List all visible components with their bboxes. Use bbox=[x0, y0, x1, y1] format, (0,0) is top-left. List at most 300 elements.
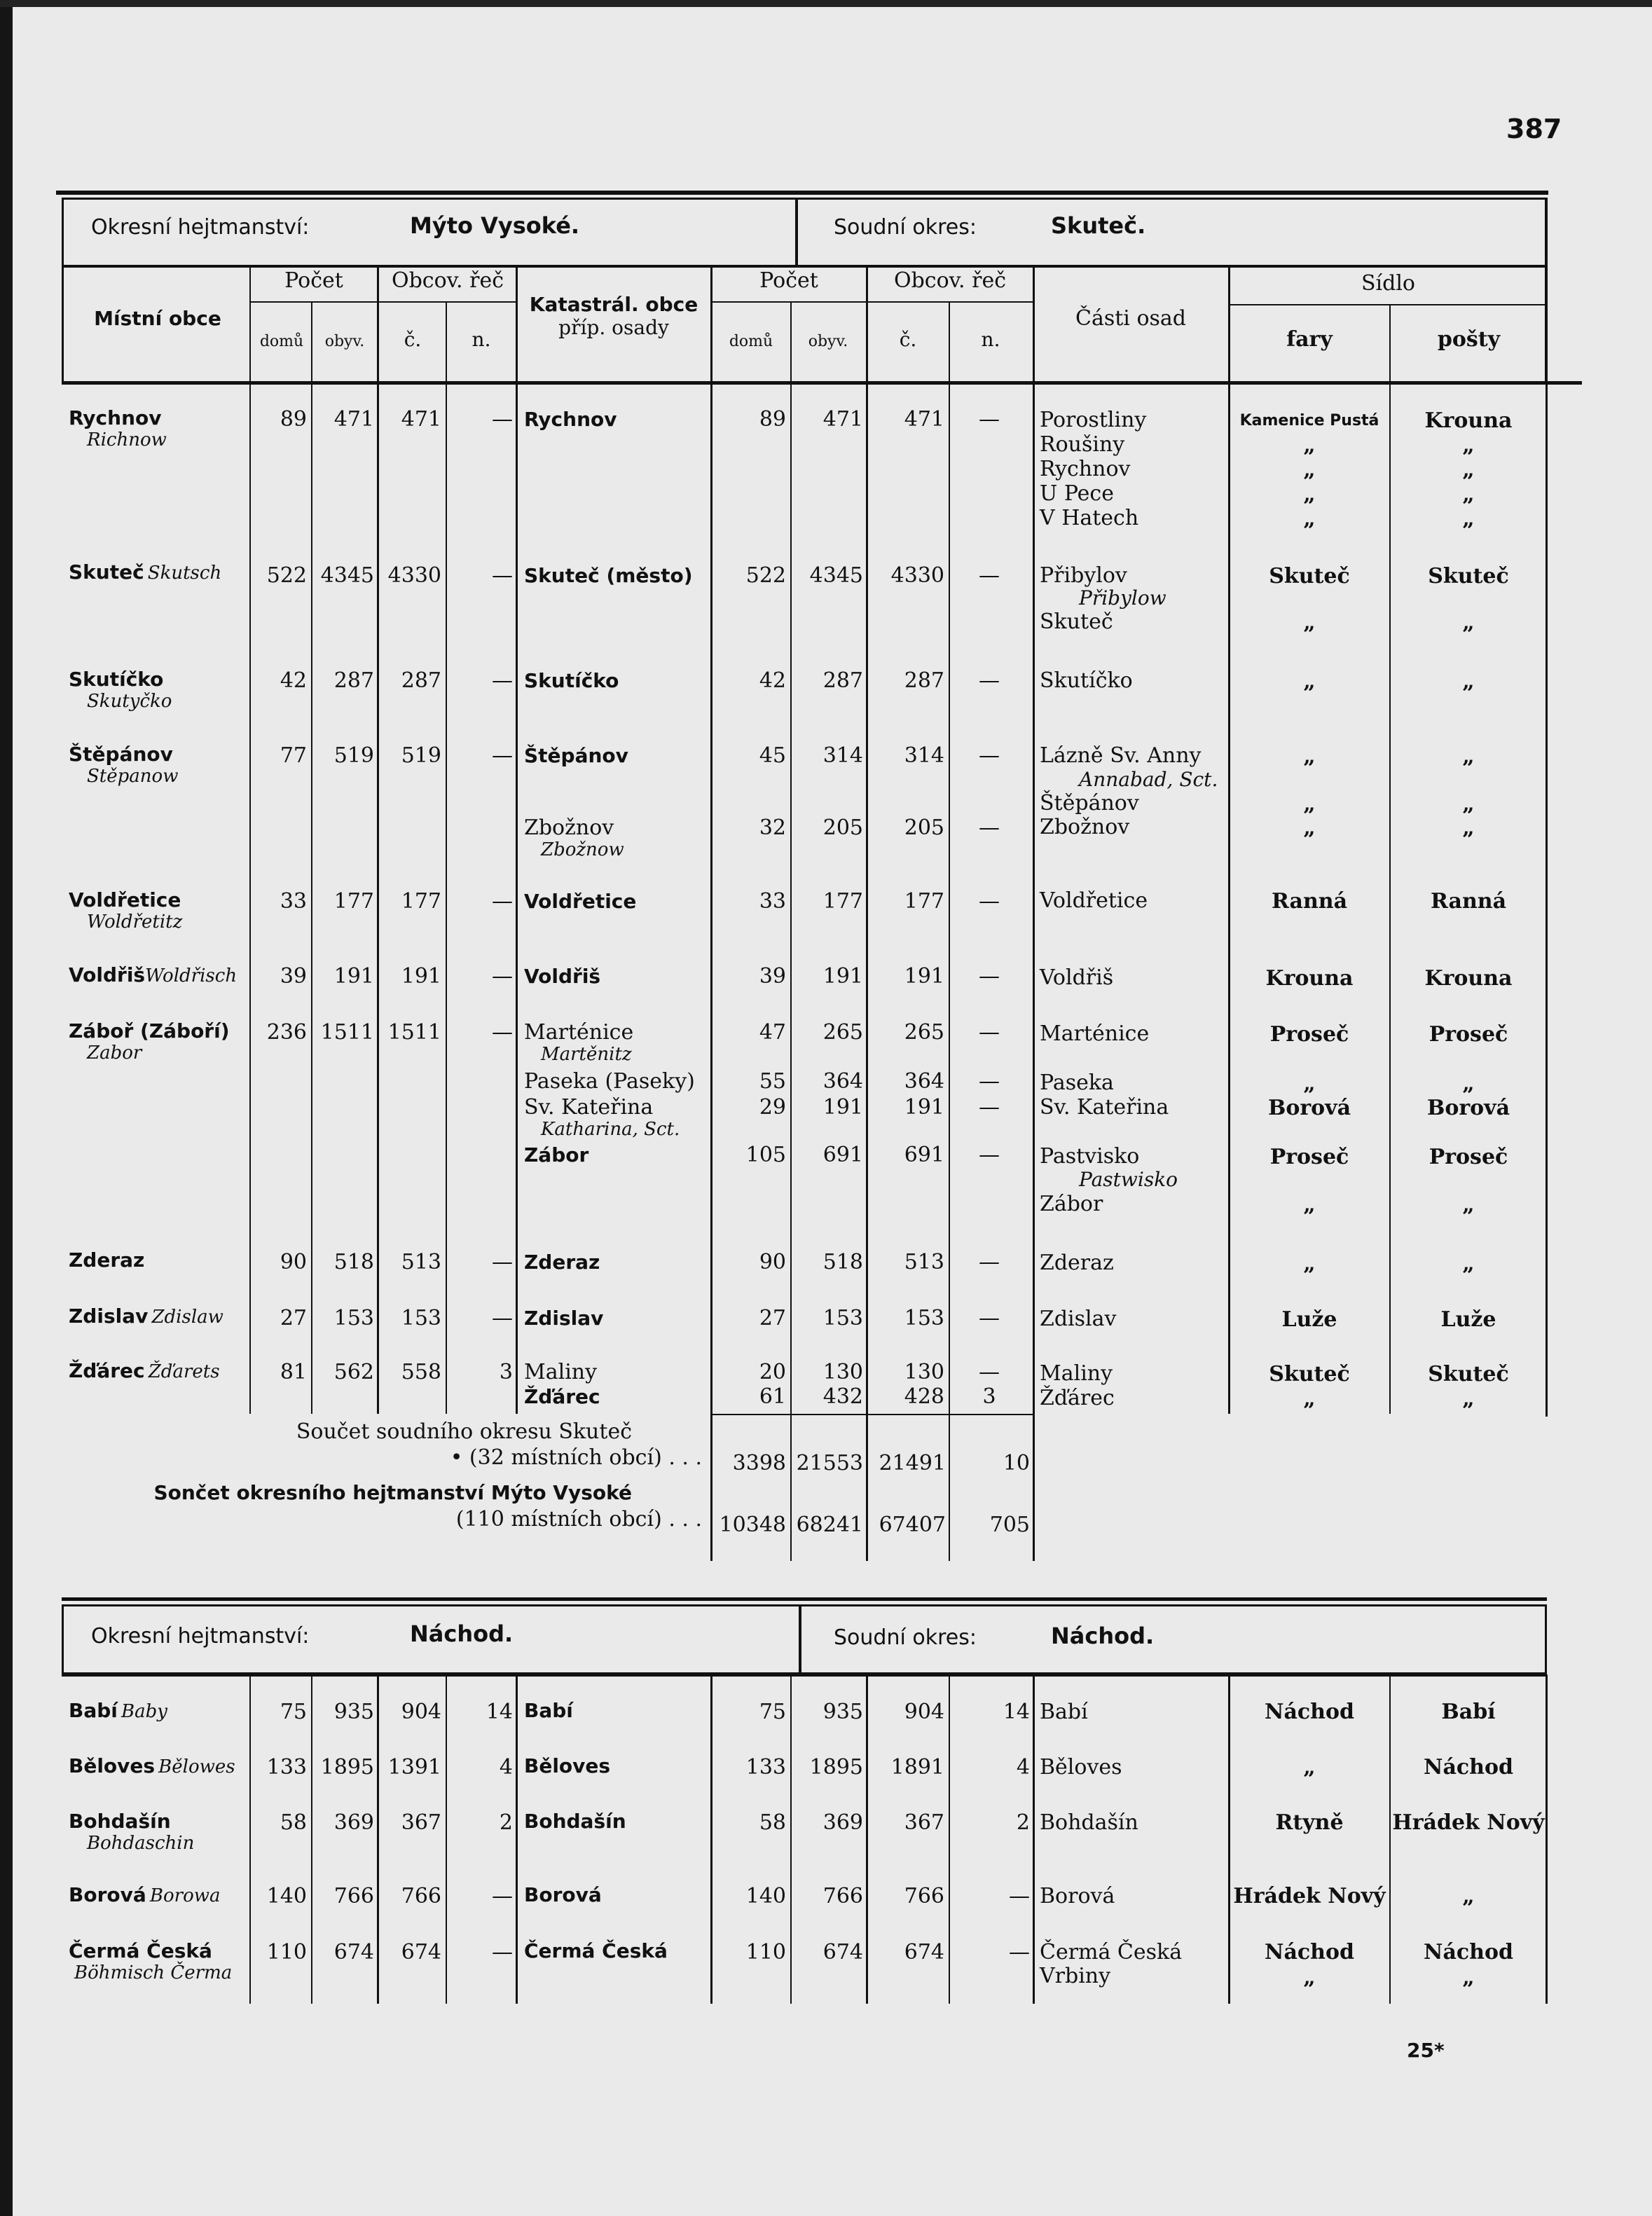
posta-value: „ bbox=[1462, 507, 1475, 531]
col-rule bbox=[1033, 265, 1035, 1561]
total-hejt-c: 67407 bbox=[879, 1513, 946, 1537]
kat-obyv-value: 369 bbox=[822, 1810, 863, 1835]
nemcina-value: — bbox=[492, 1940, 513, 1964]
hdr-fary: fary bbox=[1286, 327, 1333, 352]
kat-obyv-value: 364 bbox=[822, 1069, 863, 1094]
nemcina-value: — bbox=[492, 668, 513, 693]
kat-cestina-value: 191 bbox=[904, 1095, 944, 1120]
obyv-value: 562 bbox=[333, 1360, 374, 1384]
posta-value: „ bbox=[1462, 792, 1475, 816]
cestina-value: 153 bbox=[401, 1306, 441, 1330]
kat-domu-value: 42 bbox=[759, 668, 786, 693]
kat-nemcina-value: — bbox=[979, 889, 1000, 914]
cestina-value: 904 bbox=[401, 1700, 441, 1724]
total-okres-domu: 3398 bbox=[732, 1451, 786, 1475]
casti-item: Marténice bbox=[1040, 1021, 1150, 1046]
list-item: VoldřišWoldřisch bbox=[69, 963, 238, 986]
nemcina-value: — bbox=[492, 743, 513, 768]
domu-value: 133 bbox=[266, 1755, 307, 1780]
kat-domu-value: 33 bbox=[759, 889, 786, 914]
posta-value: „ bbox=[1462, 669, 1475, 694]
list-item: Štěpánov bbox=[524, 744, 628, 767]
kat-cestina-value: 1891 bbox=[890, 1755, 944, 1780]
kat-cestina-value: 205 bbox=[904, 815, 944, 840]
fara-value: Proseč bbox=[1269, 1022, 1349, 1047]
kat-cestina-value: 314 bbox=[904, 743, 944, 768]
posta-value: Ranná bbox=[1430, 889, 1507, 914]
hdr-obcov-1: Obcov. řeč bbox=[391, 268, 504, 293]
hdr-obcov-2: Obcov. řeč bbox=[893, 268, 1007, 293]
hdr-n-2: n. bbox=[981, 328, 1000, 351]
col-rule bbox=[377, 265, 379, 1414]
domu-value: 89 bbox=[280, 407, 307, 432]
kat-obyv-value: 4345 bbox=[809, 563, 863, 588]
list-item: Zderaz bbox=[69, 1248, 145, 1272]
list-item: Skuteč Skutsch bbox=[69, 560, 222, 584]
total-okres-label-2: • (32 místních obcí) . . . bbox=[450, 1445, 702, 1470]
casti-item: Žďárec bbox=[1040, 1386, 1115, 1410]
kat-domu-value: 75 bbox=[759, 1700, 786, 1724]
cestina-value: 519 bbox=[401, 743, 441, 768]
domu-value: 90 bbox=[280, 1250, 307, 1274]
kat-name: Borová bbox=[524, 1883, 602, 1906]
obyv-value: 1511 bbox=[320, 1020, 374, 1045]
domu-value: 522 bbox=[266, 563, 307, 588]
cestina-value: 513 bbox=[401, 1250, 441, 1274]
list-item: Paseka (Paseky) bbox=[524, 1069, 695, 1094]
hdr-subline-2 bbox=[712, 301, 1033, 303]
kat-cestina-value: 367 bbox=[904, 1810, 944, 1835]
posta-value: „ bbox=[1462, 1251, 1475, 1276]
kat-nemcina-value: — bbox=[979, 1306, 1000, 1330]
kat-name: Babí bbox=[524, 1699, 573, 1722]
posta-value: „ bbox=[1462, 457, 1475, 482]
nemcina-value: — bbox=[492, 1250, 513, 1274]
hdr-obyv-1: obyv. bbox=[324, 333, 365, 350]
cestina-value: 471 bbox=[401, 407, 441, 432]
kat-cestina-value: 513 bbox=[904, 1250, 944, 1274]
list-item: Štěpánov Stěpanow bbox=[69, 743, 179, 787]
obyv-value: 674 bbox=[333, 1940, 374, 1964]
kat-domu-value: 27 bbox=[759, 1306, 786, 1330]
list-item: Skutíčko bbox=[524, 669, 619, 692]
obyv-value: 935 bbox=[333, 1700, 374, 1724]
kat-nemcina-value: — bbox=[979, 1020, 1000, 1045]
casti-item: Rychnov bbox=[1040, 457, 1131, 481]
posta-value: „ bbox=[1462, 1071, 1475, 1096]
casti-item: Vrbiny bbox=[1040, 1964, 1111, 1988]
subtotal-rule bbox=[710, 1414, 1033, 1415]
kat-cestina-value: 471 bbox=[904, 407, 944, 432]
kat-obyv-value: 674 bbox=[822, 1940, 863, 1964]
kat-domu-value: 58 bbox=[759, 1810, 786, 1835]
kat-obyv-value: 265 bbox=[822, 1020, 863, 1045]
casti-item: Skutíčko bbox=[1040, 668, 1133, 693]
casti-item: Pastwisko bbox=[1079, 1168, 1178, 1191]
kat-obyv-value: 471 bbox=[822, 407, 863, 432]
kat-cestina-value: 364 bbox=[904, 1069, 944, 1094]
section-2-left-label: Okresní hejtmanství: bbox=[91, 1624, 310, 1649]
posta-value: Babí bbox=[1441, 1700, 1496, 1724]
casti-item: Zdislav bbox=[1040, 1307, 1117, 1331]
posta-value: Skuteč bbox=[1428, 1362, 1509, 1386]
posta-value: „ bbox=[1462, 1192, 1475, 1217]
nemcina-value: 4 bbox=[499, 1755, 513, 1780]
list-item: Zábor bbox=[524, 1143, 589, 1167]
fara-value: „ bbox=[1303, 1192, 1316, 1217]
kat-domu-value: 133 bbox=[745, 1755, 786, 1780]
fara-value: Borová bbox=[1267, 1096, 1351, 1120]
posta-value: Krouna bbox=[1424, 408, 1513, 433]
list-item: Žďárec bbox=[524, 1385, 600, 1408]
kat-domu-value: 90 bbox=[759, 1250, 786, 1274]
fara-value: „ bbox=[1303, 1965, 1316, 1990]
posta-value: „ bbox=[1462, 815, 1475, 840]
fara-value: „ bbox=[1303, 744, 1316, 769]
posta-value: „ bbox=[1462, 744, 1475, 769]
kat-domu-value: 32 bbox=[759, 815, 786, 840]
kat-obyv-value: 153 bbox=[822, 1306, 863, 1330]
kat-domu-value: 105 bbox=[745, 1143, 786, 1167]
cestina-value: 558 bbox=[401, 1360, 441, 1384]
nemcina-value: 3 bbox=[499, 1360, 513, 1384]
domu-value: 77 bbox=[280, 743, 307, 768]
casti-item: Roušiny bbox=[1040, 432, 1125, 457]
cestina-value: 674 bbox=[401, 1940, 441, 1964]
list-item: Zderaz bbox=[524, 1251, 600, 1274]
hdr-katastral-1: Katastrál. obce bbox=[529, 293, 698, 316]
nemcina-value: — bbox=[492, 889, 513, 914]
kat-nemcina-value: 2 bbox=[1016, 1810, 1030, 1835]
hdr-c-2: č. bbox=[899, 328, 917, 351]
kat-nemcina-value: — bbox=[979, 407, 1000, 432]
hdr-katastral-2: příp. osady bbox=[558, 316, 669, 339]
kat-name: Bohdašín bbox=[524, 1810, 626, 1833]
fara-value: „ bbox=[1303, 792, 1316, 816]
posta-value: „ bbox=[1462, 610, 1475, 635]
total-okres-c: 21491 bbox=[879, 1451, 946, 1475]
kat-domu-value: 39 bbox=[759, 964, 786, 989]
kat-cestina-value: 130 bbox=[904, 1360, 944, 1384]
kat-obyv-value: 287 bbox=[822, 668, 863, 693]
hdr-obyv-2: obyv. bbox=[808, 333, 848, 350]
fara-value: „ bbox=[1303, 507, 1316, 531]
kat-cestina-value: 691 bbox=[904, 1143, 944, 1167]
casti-item: Přibylov bbox=[1040, 563, 1127, 588]
fara-value: Skuteč bbox=[1269, 1362, 1350, 1386]
fara-value: „ bbox=[1303, 433, 1316, 457]
kat-obyv-value: 130 bbox=[822, 1360, 863, 1384]
hdr-posty: pošty bbox=[1437, 327, 1501, 352]
kat-nemcina-value: — bbox=[979, 964, 1000, 989]
posta-value: Hrádek Nový bbox=[1392, 1810, 1545, 1835]
kat-nemcina-value: — bbox=[1009, 1940, 1030, 1964]
casti-item: Babí bbox=[1040, 1700, 1088, 1724]
section-1-divider bbox=[795, 198, 798, 268]
footer-signature-mark: 25* bbox=[1407, 2039, 1445, 2062]
kat-obyv-value: 935 bbox=[822, 1700, 863, 1724]
col-rule bbox=[311, 301, 312, 1414]
list-item: Voldřetice Woldřetitz bbox=[69, 888, 183, 932]
nemcina-value: 2 bbox=[499, 1810, 513, 1835]
casti-item: Běloves bbox=[1040, 1755, 1122, 1780]
nemcina-value: 14 bbox=[486, 1700, 513, 1724]
list-item: Zdislav bbox=[524, 1307, 604, 1330]
list-item: Skutíčko Skutyčko bbox=[69, 668, 172, 712]
nemcina-value: — bbox=[492, 1884, 513, 1908]
kat-obyv-value: 1895 bbox=[809, 1755, 863, 1780]
fara-value: Náchod bbox=[1265, 1700, 1354, 1724]
hdr-subline-3 bbox=[1230, 304, 1547, 305]
kat-cestina-value: 4330 bbox=[890, 563, 944, 588]
domu-value: 75 bbox=[280, 1700, 307, 1724]
total-hejt-label-1: Sončet okresního hejtmanství Mýto Vysoké bbox=[153, 1481, 632, 1504]
casti-item: Bohdašín bbox=[1040, 1810, 1138, 1835]
table-row: Borová Borowa bbox=[69, 1883, 221, 1906]
cestina-value: 4330 bbox=[387, 563, 441, 588]
total-hejt-label-2: (110 místních obcí) . . . bbox=[455, 1507, 702, 1532]
cestina-value: 191 bbox=[401, 964, 441, 989]
casti-item: Maliny bbox=[1040, 1361, 1113, 1386]
domu-value: 81 bbox=[280, 1360, 307, 1384]
domu-value: 236 bbox=[266, 1020, 307, 1045]
kat-cestina-value: 674 bbox=[904, 1940, 944, 1964]
fara-value: Náchod bbox=[1265, 1940, 1354, 1964]
top-rule bbox=[56, 191, 1548, 195]
casti-item: Skuteč bbox=[1040, 610, 1113, 634]
posta-value: „ bbox=[1462, 1884, 1475, 1908]
kat-domu-value: 20 bbox=[759, 1360, 786, 1384]
kat-cestina-value: 153 bbox=[904, 1306, 944, 1330]
kat-obyv-value: 518 bbox=[822, 1250, 863, 1274]
cestina-value: 367 bbox=[401, 1810, 441, 1835]
list-item: Voldřetice bbox=[524, 890, 637, 913]
kat-domu-value: 47 bbox=[759, 1020, 786, 1045]
list-item: Zbožnov Zbožnow bbox=[524, 815, 624, 860]
kat-obyv-value: 205 bbox=[822, 815, 863, 840]
obyv-value: 191 bbox=[333, 964, 374, 989]
list-item: Žďárec Žďarets bbox=[69, 1359, 220, 1382]
obyv-value: 471 bbox=[333, 407, 374, 432]
fara-value: Skuteč bbox=[1269, 564, 1350, 589]
col-rule-2 bbox=[516, 1674, 518, 2004]
fara-value: „ bbox=[1303, 457, 1316, 482]
kat-obyv-value: 432 bbox=[822, 1384, 863, 1409]
hdr-subline-1 bbox=[251, 301, 516, 303]
nemcina-value: — bbox=[492, 964, 513, 989]
casti-item: Voldřiš bbox=[1040, 965, 1114, 990]
list-item: Zdislav Zdislaw bbox=[69, 1305, 223, 1328]
hdr-casti-osad: Části osad bbox=[1075, 306, 1186, 331]
casti-item: Zbožnov bbox=[1040, 815, 1130, 839]
list-item: Rychnov bbox=[524, 408, 617, 431]
total-hejt-n: 705 bbox=[989, 1513, 1030, 1537]
domu-value: 58 bbox=[280, 1810, 307, 1835]
posta-value: „ bbox=[1462, 482, 1475, 507]
cestina-value: 287 bbox=[401, 668, 441, 693]
nemcina-value: — bbox=[492, 1020, 513, 1045]
kat-obyv-value: 191 bbox=[822, 964, 863, 989]
obyv-value: 287 bbox=[333, 668, 374, 693]
posta-value: Krouna bbox=[1424, 966, 1513, 991]
fara-value: Proseč bbox=[1269, 1145, 1349, 1169]
cestina-value: 177 bbox=[401, 889, 441, 914]
kat-nemcina-value: 3 bbox=[982, 1384, 996, 1409]
casti-item: Sv. Kateřina bbox=[1040, 1095, 1169, 1120]
obyv-value: 1895 bbox=[320, 1755, 374, 1780]
section-2-top-rule bbox=[62, 1597, 1547, 1601]
hdr-domu-2: domů bbox=[729, 333, 773, 350]
obyv-value: 369 bbox=[333, 1810, 374, 1835]
obyv-value: 177 bbox=[333, 889, 374, 914]
kat-domu-value: 45 bbox=[759, 743, 786, 768]
hdr-n-1: n. bbox=[471, 328, 491, 351]
col-rule-2 bbox=[1033, 1674, 1035, 2004]
posta-value: Luže bbox=[1440, 1307, 1496, 1332]
kat-obyv-value: 691 bbox=[822, 1143, 863, 1167]
fara-value: Kamenice Pustá bbox=[1239, 412, 1379, 429]
nemcina-value: — bbox=[492, 407, 513, 432]
domu-value: 110 bbox=[266, 1940, 307, 1964]
kat-nemcina-value: — bbox=[979, 563, 1000, 588]
casti-item: Borová bbox=[1040, 1884, 1115, 1908]
total-hejt-domu: 10348 bbox=[719, 1513, 786, 1537]
fara-value: „ bbox=[1303, 1386, 1316, 1411]
list-item: Rychnov Richnow bbox=[69, 406, 167, 450]
hdr-sidlo: Sídlo bbox=[1361, 271, 1415, 296]
scan-edge-top bbox=[0, 0, 1652, 7]
kat-cestina-value: 191 bbox=[904, 964, 944, 989]
kat-domu-value: 29 bbox=[759, 1095, 786, 1120]
kat-obyv-value: 177 bbox=[822, 889, 863, 914]
col-rule bbox=[249, 265, 251, 1414]
domu-value: 42 bbox=[280, 668, 307, 693]
kat-domu-value: 61 bbox=[759, 1384, 786, 1409]
table-row: Čermá Česká Böhmisch Čerma bbox=[69, 1939, 233, 1983]
col-rule-2 bbox=[377, 1674, 379, 2004]
obyv-value: 153 bbox=[333, 1306, 374, 1330]
nemcina-value: — bbox=[492, 1306, 513, 1330]
kat-nemcina-value: — bbox=[979, 668, 1000, 693]
table-row: Běloves Bělowes bbox=[69, 1754, 235, 1777]
kat-name: Čermá Česká bbox=[524, 1939, 668, 1962]
casti-item: Voldřetice bbox=[1040, 888, 1148, 913]
nemcina-value: — bbox=[492, 563, 513, 588]
fara-value: „ bbox=[1303, 482, 1316, 507]
fara-value: Ranná bbox=[1271, 889, 1348, 914]
list-item: Voldřiš bbox=[524, 965, 601, 988]
domu-value: 39 bbox=[280, 964, 307, 989]
fara-value: „ bbox=[1303, 1071, 1316, 1096]
posta-value: „ bbox=[1462, 433, 1475, 457]
hdr-pocet-2: Počet bbox=[759, 268, 818, 293]
kat-cestina-value: 428 bbox=[904, 1384, 944, 1409]
header-bottom-rule bbox=[62, 381, 1582, 385]
col-rule bbox=[446, 301, 447, 1414]
kat-obyv-value: 314 bbox=[822, 743, 863, 768]
total-okres-label-1: Součet soudního okresu Skuteč bbox=[296, 1419, 632, 1444]
kat-nemcina-value: 14 bbox=[1003, 1700, 1030, 1724]
kat-nemcina-value: — bbox=[1009, 1884, 1030, 1908]
kat-nemcina-value: — bbox=[979, 1069, 1000, 1094]
kat-nemcina-value: — bbox=[979, 1143, 1000, 1167]
section-1-left-label: Okresní hejtmanství: bbox=[91, 215, 310, 240]
casti-item: Zderaz bbox=[1040, 1251, 1114, 1275]
posta-value: „ bbox=[1462, 1386, 1475, 1411]
kat-cestina-value: 766 bbox=[904, 1884, 944, 1908]
section-2-divider bbox=[799, 1604, 801, 1674]
total-okres-obyv: 21553 bbox=[796, 1451, 863, 1475]
casti-item: Pastvisko bbox=[1040, 1144, 1140, 1169]
kat-obyv-value: 191 bbox=[822, 1095, 863, 1120]
col-rule bbox=[516, 265, 518, 1414]
kat-cestina-value: 177 bbox=[904, 889, 944, 914]
list-item: Sv. Kateřina Katharina, Sct. bbox=[524, 1095, 680, 1140]
list-item: Záboř (Záboří) Zabor bbox=[69, 1019, 230, 1064]
kat-nemcina-value: — bbox=[979, 743, 1000, 768]
hdr-domu-1: domů bbox=[259, 333, 304, 350]
kat-cestina-value: 904 bbox=[904, 1700, 944, 1724]
section-2-left-value: Náchod. bbox=[410, 1620, 514, 1647]
kat-domu-value: 110 bbox=[745, 1940, 786, 1964]
casti-item: U Pece bbox=[1040, 481, 1114, 506]
casti-item: V Hatech bbox=[1040, 506, 1139, 530]
kat-domu-value: 140 bbox=[745, 1884, 786, 1908]
kat-nemcina-value: — bbox=[979, 815, 1000, 840]
total-okres-n: 10 bbox=[1003, 1451, 1030, 1475]
hdr-pocet-1: Počet bbox=[284, 268, 343, 293]
casti-item: Lázně Sv. Anny bbox=[1040, 743, 1202, 768]
list-item: Marténice Martěnitz bbox=[524, 1020, 634, 1065]
kat-domu-value: 89 bbox=[759, 407, 786, 432]
kat-cestina-value: 287 bbox=[904, 668, 944, 693]
hdr-mistni-obce: Místní obce bbox=[94, 307, 221, 330]
list-item: Skuteč (město) bbox=[524, 564, 693, 587]
posta-value: Skuteč bbox=[1428, 564, 1509, 589]
kat-name: Běloves bbox=[524, 1754, 611, 1777]
page-number: 387 bbox=[1506, 113, 1562, 144]
obyv-value: 4345 bbox=[320, 563, 374, 588]
section-2-body-top bbox=[62, 1674, 1547, 1677]
fara-value: Rtyně bbox=[1275, 1810, 1344, 1835]
kat-nemcina-value: — bbox=[979, 1360, 1000, 1384]
posta-value: Náchod bbox=[1424, 1755, 1513, 1780]
section-1-right-label: Soudní okres: bbox=[834, 215, 977, 240]
fara-value: Krouna bbox=[1265, 966, 1354, 991]
section-1-right-value: Skuteč. bbox=[1051, 212, 1146, 239]
section-2-right-value: Náchod. bbox=[1051, 1623, 1155, 1649]
kat-obyv-value: 766 bbox=[822, 1884, 863, 1908]
posta-value: „ bbox=[1462, 1965, 1475, 1990]
domu-value: 27 bbox=[280, 1306, 307, 1330]
hdr-c-1: č. bbox=[404, 328, 422, 351]
fara-value: Luže bbox=[1281, 1307, 1337, 1332]
casti-item: Přibylow bbox=[1079, 586, 1166, 610]
domu-value: 33 bbox=[280, 889, 307, 914]
cestina-value: 1511 bbox=[387, 1020, 441, 1045]
posta-value: Náchod bbox=[1424, 1940, 1513, 1964]
posta-value: Borová bbox=[1426, 1096, 1510, 1120]
casti-item: Paseka bbox=[1040, 1071, 1114, 1095]
kat-nemcina-value: — bbox=[979, 1095, 1000, 1120]
table-row: Babí Baby bbox=[69, 1699, 167, 1722]
scan-edge-left bbox=[0, 0, 13, 2216]
total-hejt-obyv: 68241 bbox=[796, 1513, 863, 1537]
fara-value: „ bbox=[1303, 1755, 1316, 1780]
obyv-value: 766 bbox=[333, 1884, 374, 1908]
section-2-right-label: Soudní okres: bbox=[834, 1625, 977, 1650]
fara-value: „ bbox=[1303, 669, 1316, 694]
